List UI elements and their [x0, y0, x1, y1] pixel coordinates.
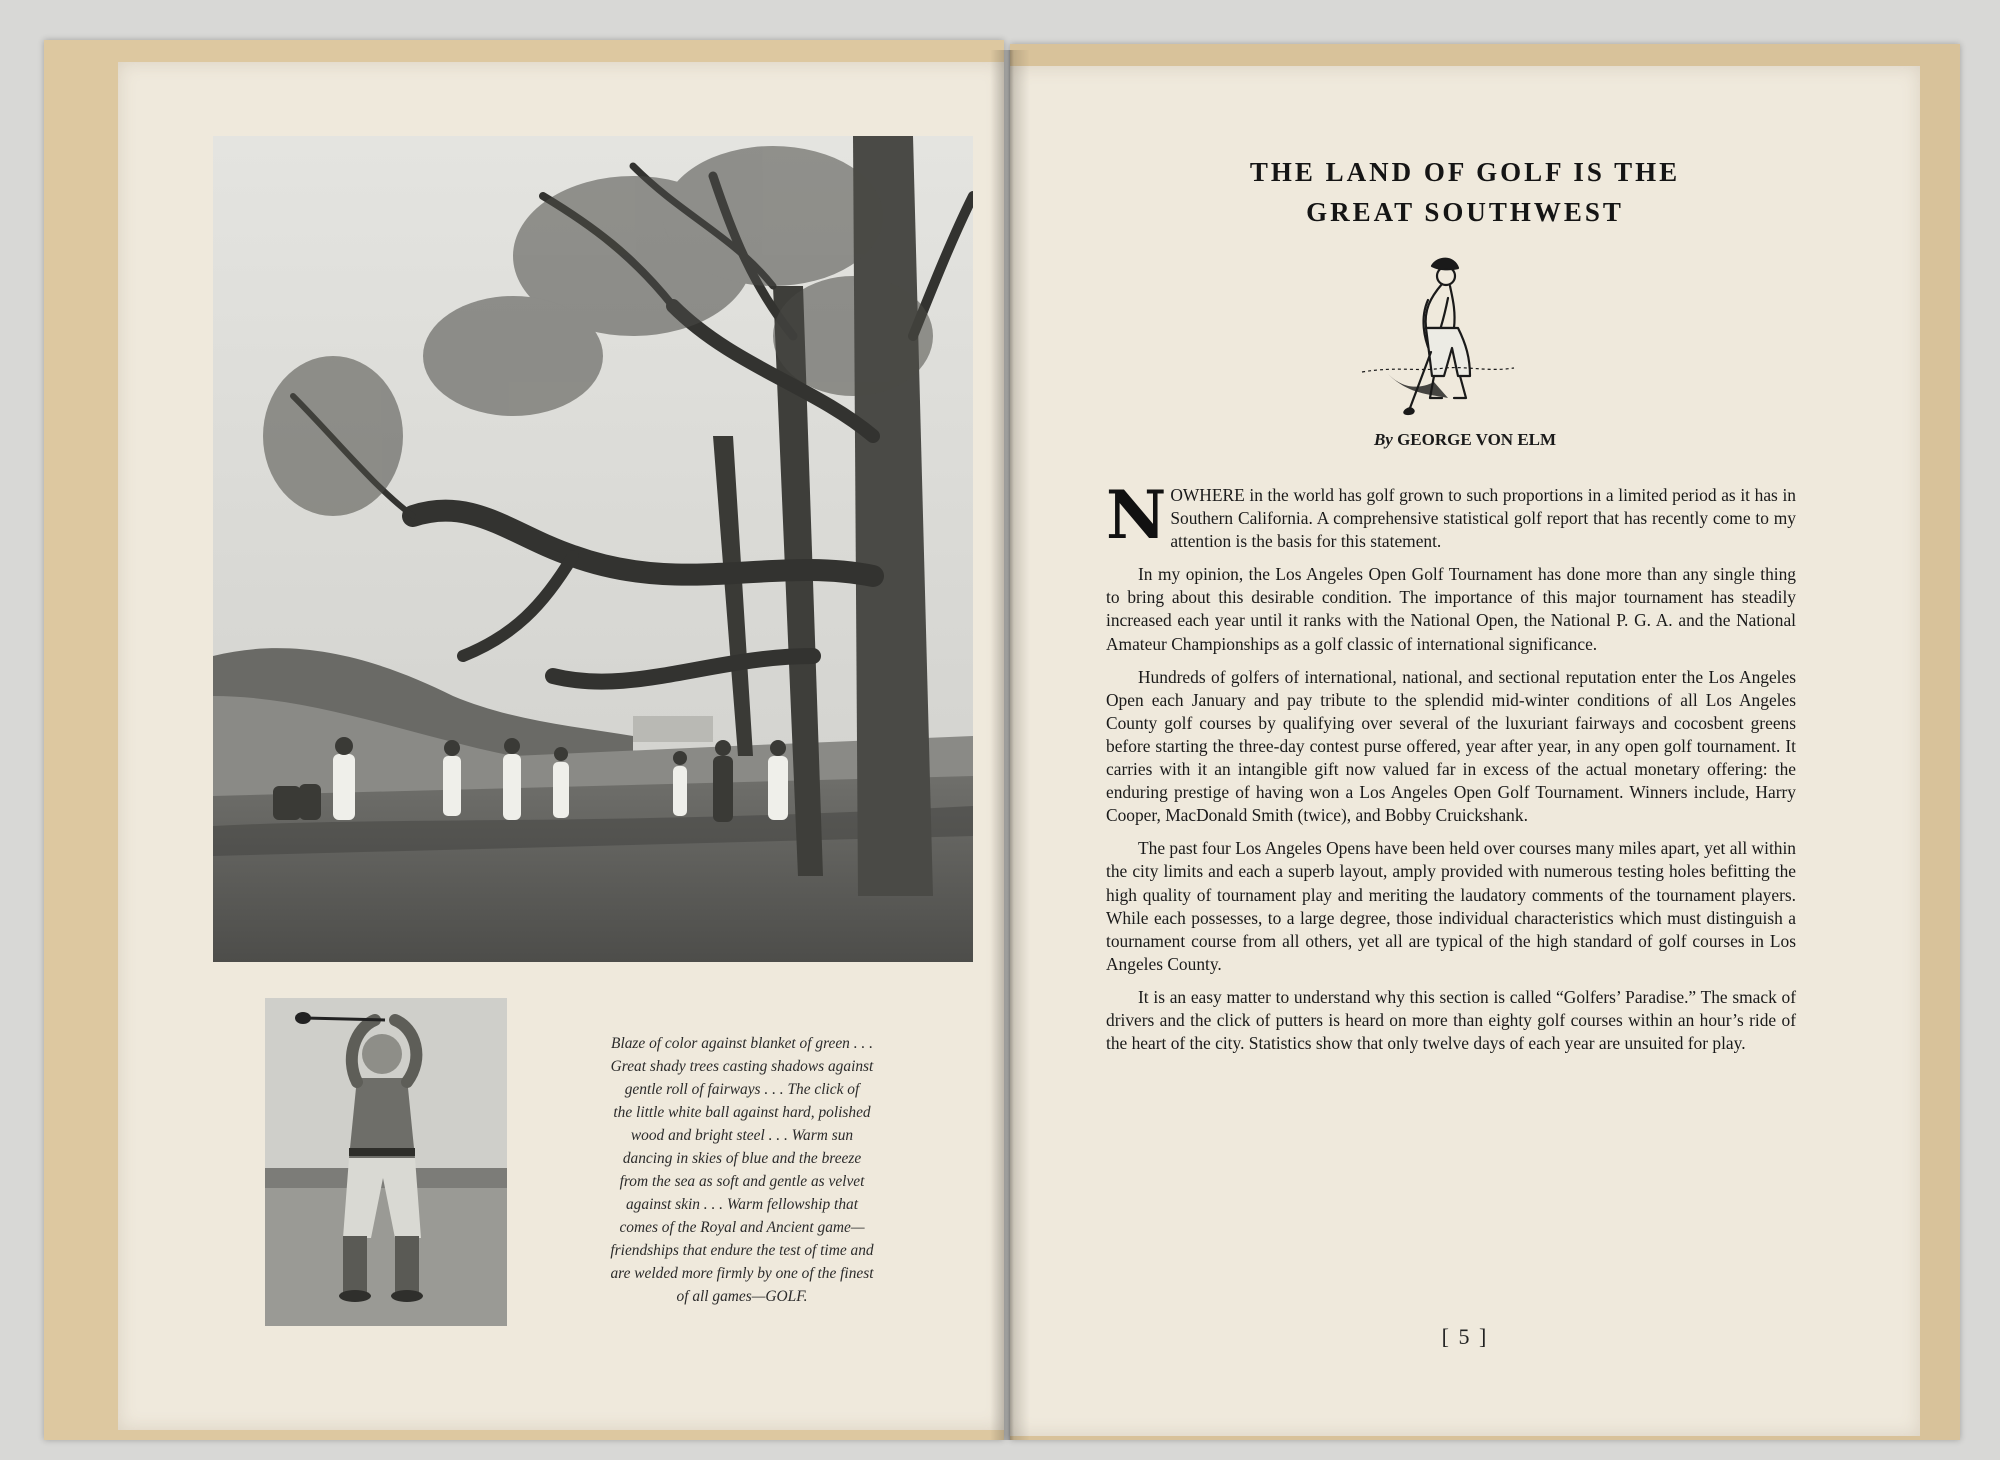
article-body: [1106, 476, 1796, 1065]
caption-line: of all games—GOLF.: [676, 1288, 808, 1305]
photo-caption: [546, 1032, 938, 1308]
article-title-line-1: THE LAND OF GOLF IS THE: [1249, 157, 1681, 187]
caption-line: are welded more firmly by one of the finest: [610, 1265, 874, 1282]
paragraph-4: The past four Los Angeles Opens have been held over courses many miles apart, yet all within the city limits and each a superb layout, amply provided with numerous testing holes befitting the high quality of tournament play and meriting the laudatory comments of the tournament players. While each possesses, to a large degree, those individual characteristics which must distinguish a tournament course from all others, yet all are typical of the high standard of golf courses in Los Angeles County.: [1106, 838, 1796, 974]
golf-course-photo-image: [213, 136, 973, 962]
byline-author: GEORGE VON ELM: [1397, 430, 1557, 449]
caption-line: against skin . . . Warm fellowship that: [625, 1196, 859, 1213]
article-byline: [1010, 430, 1920, 450]
caption-line: Blaze of color against blanket of green . . .: [611, 1035, 873, 1052]
paragraph-1-text: in the world has golf grown to such proportions in a limited period as it has in Southern California. A comprehensive statistical golf report that has recently come to my attention is the basis for this statement.: [1170, 485, 1796, 552]
left-page: [118, 62, 1004, 1430]
byline-prefix: By: [1373, 430, 1393, 449]
caption-line: friendships that endure the test of time and: [610, 1242, 874, 1259]
caption-line: Great shady trees casting shadows against: [610, 1058, 874, 1075]
golfer-illustration: [1358, 248, 1518, 438]
paragraph-1: [1106, 476, 1796, 554]
page-number: [ 5 ]: [1441, 1324, 1489, 1349]
article-title: [1010, 152, 1920, 232]
paragraph-5: It is an easy matter to understand why this section is called “Golfers’ Paradise.” The smack of drivers and the click of putters is heard on more than eighty golf courses within an hour’s ride of the heart of the city. Statistics show that only twelve days of each year are unsuited for play.: [1106, 986, 1796, 1054]
caption-line: from the sea as soft and gentle as velvet: [619, 1173, 865, 1190]
golfer-swing-photo-image: [265, 998, 507, 1326]
drop-cap: N: [1106, 476, 1167, 554]
booklet-spine: [990, 50, 1030, 1440]
caption-line: comes of the Royal and Ancient game—: [619, 1219, 865, 1236]
caption-line: dancing in skies of blue and the breeze: [622, 1150, 862, 1167]
golf-course-photo: [213, 136, 973, 962]
caption-line: gentle roll of fairways . . . The click of: [624, 1081, 860, 1098]
paragraph-2: In my opinion, the Los Angeles Open Golf Tournament has done more than any single thing to bring about this desirable condition. The importance of this major tournament has steadily increased each year until it ranks with the National Open, the National P. G. A. and the National Amateur Championships as a golf classic of international significance.: [1106, 564, 1796, 654]
article-title-line-2: GREAT SOUTHWEST: [1306, 197, 1624, 227]
caption-line: wood and bright steel . . . Warm sun: [630, 1127, 854, 1144]
caption-line: the little white ball against hard, polished: [613, 1104, 871, 1121]
right-page: [1010, 66, 1920, 1436]
paragraph-3: Hundreds of golfers of international, national, and sectional reputation enter the Los Angeles Open each January and pay tribute to the splendid mid-winter conditions of all Los Angeles County golf courses by qualifying over several of the luxuriant fairways and cocosbent greens before starting the three-day contest purse offered, year after year, in any open golf tournament. It carries with it an intangible gift now valued far in excess of the actual monetary offering: the enduring prestige of having won a Los Angeles Open Golf Tournament. Winners include, Harry Cooper, MacDonald Smith (twice), and Bobby Cruickshank.: [1106, 666, 1796, 826]
first-word-rest: OWHERE: [1170, 485, 1245, 505]
golfer-swing-photo: [265, 998, 507, 1326]
